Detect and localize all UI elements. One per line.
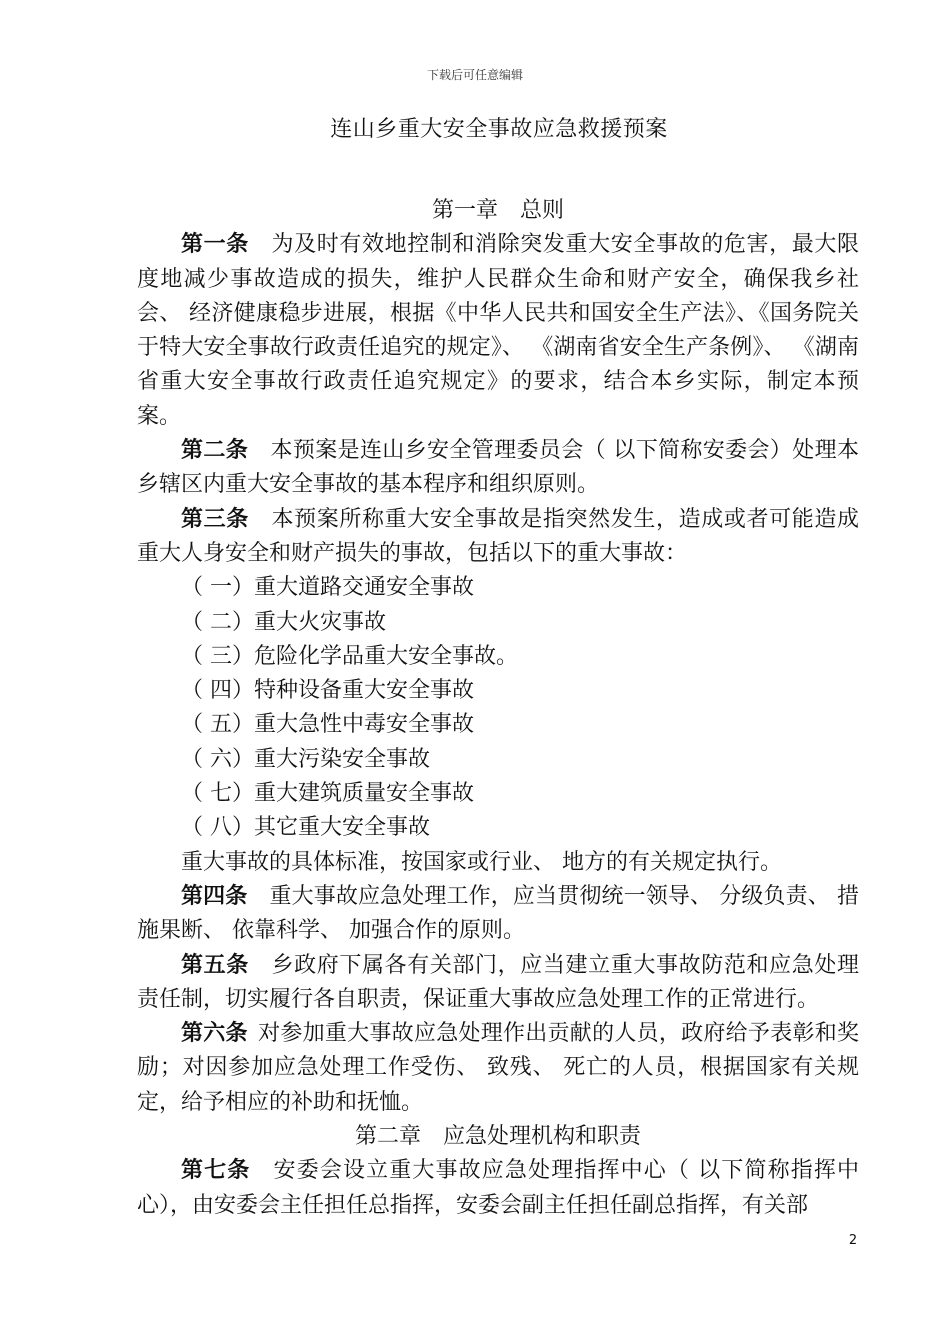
article-5	[137, 949, 859, 1018]
article-3-label: 第三条	[181, 506, 249, 532]
list-item: （ 五）重大急性中毒安全事故	[181, 712, 474, 738]
article-3-text: 本预案所称重大安全事故是指突然发生，造成或者可能造成重大人身安全和财产损失的事故，包括以下的重大事故：	[137, 506, 859, 566]
document-title: 连山乡重大安全事故应急救援预案	[330, 117, 668, 142]
list-item: （ 四）特种设备重大安全事故	[181, 678, 474, 704]
article-1-text: 为及时有效地控制和消除突发重大安全事故的危害，最大限度地减少事故造成的损失，维护人民群众生命和财产安全，确保我乡社会、 经济健康稳步进展，根据《中华人民共和国安全生产法》、《国务院关于特大安全事故行政责任追究的规定》、 《湖南省安全生产条例》、 《湖南省重大安全事故行政责任追究规定》的要求，结合本乡实际，制定本预案。	[137, 232, 859, 429]
list-item: （ 二）重大火灾事故	[181, 609, 386, 635]
list-item: （ 八）其它重大安全事故	[181, 815, 430, 841]
article-4-label: 第四条	[181, 883, 248, 909]
list-item: （ 六）重大污染安全事故	[181, 746, 430, 772]
article-7-label: 第七条	[181, 1158, 251, 1184]
chapter-1-heading: 第一章 总则	[431, 198, 564, 223]
list-note: 重大事故的具体标准，按国家或行业、 地方的有关规定执行。	[181, 849, 782, 875]
article-2	[137, 434, 859, 503]
article-1	[137, 228, 859, 434]
header-note: 下载后可任意编辑	[426, 68, 523, 82]
article-3	[137, 503, 859, 572]
article-2-label: 第二条	[181, 438, 249, 464]
article-2-text: 本预案是连山乡安全管理委员会（ 以下简称安委会）处理本乡辖区内重大安全事故的基本程序和组织原则。	[137, 438, 859, 498]
list-item: （ 三）危险化学品重大安全事故。	[181, 643, 518, 669]
article-4	[137, 880, 859, 949]
document-body	[137, 194, 859, 1223]
list-item: （ 一）重大道路交通安全事故	[181, 575, 474, 601]
page-number: 2	[848, 1233, 858, 1248]
article-4-text: 重大事故应急处理工作，应当贯彻统一领导、 分级负责、 措施果断、 依靠科学、 加强合作的原则。	[137, 883, 859, 944]
article-1-label: 第一条	[181, 232, 249, 258]
article-6-text: 对参加重大事故应急处理作出贡献的人员，政府给予表彰和奖励；对因参加应急处理工作受伤、 致残、 死亡的人员，根据国家有关规定，给予相应的补助和抚恤。	[137, 1021, 859, 1115]
article-5-text: 乡政府下属各有关部门，应当建立重大事故防范和应急处理责任制，切实履行各自职责，保证重大事故应急处理工作的正常进行。	[137, 952, 859, 1012]
article-6-label: 第六条	[181, 1021, 248, 1047]
chapter-2-heading: 第二章 应急处理机构和职责	[354, 1124, 641, 1150]
article-7	[137, 1154, 859, 1223]
list-item: （ 七）重大建筑质量安全事故	[181, 781, 474, 807]
article-5-label: 第五条	[181, 952, 249, 978]
article-6	[137, 1017, 859, 1120]
article-7-text: 安委会设立重大事故应急处理指挥中心（ 以下简称指挥中心），由安委会主任担任总指挥，安委会副主任担任副总指挥，有关部	[137, 1158, 859, 1218]
